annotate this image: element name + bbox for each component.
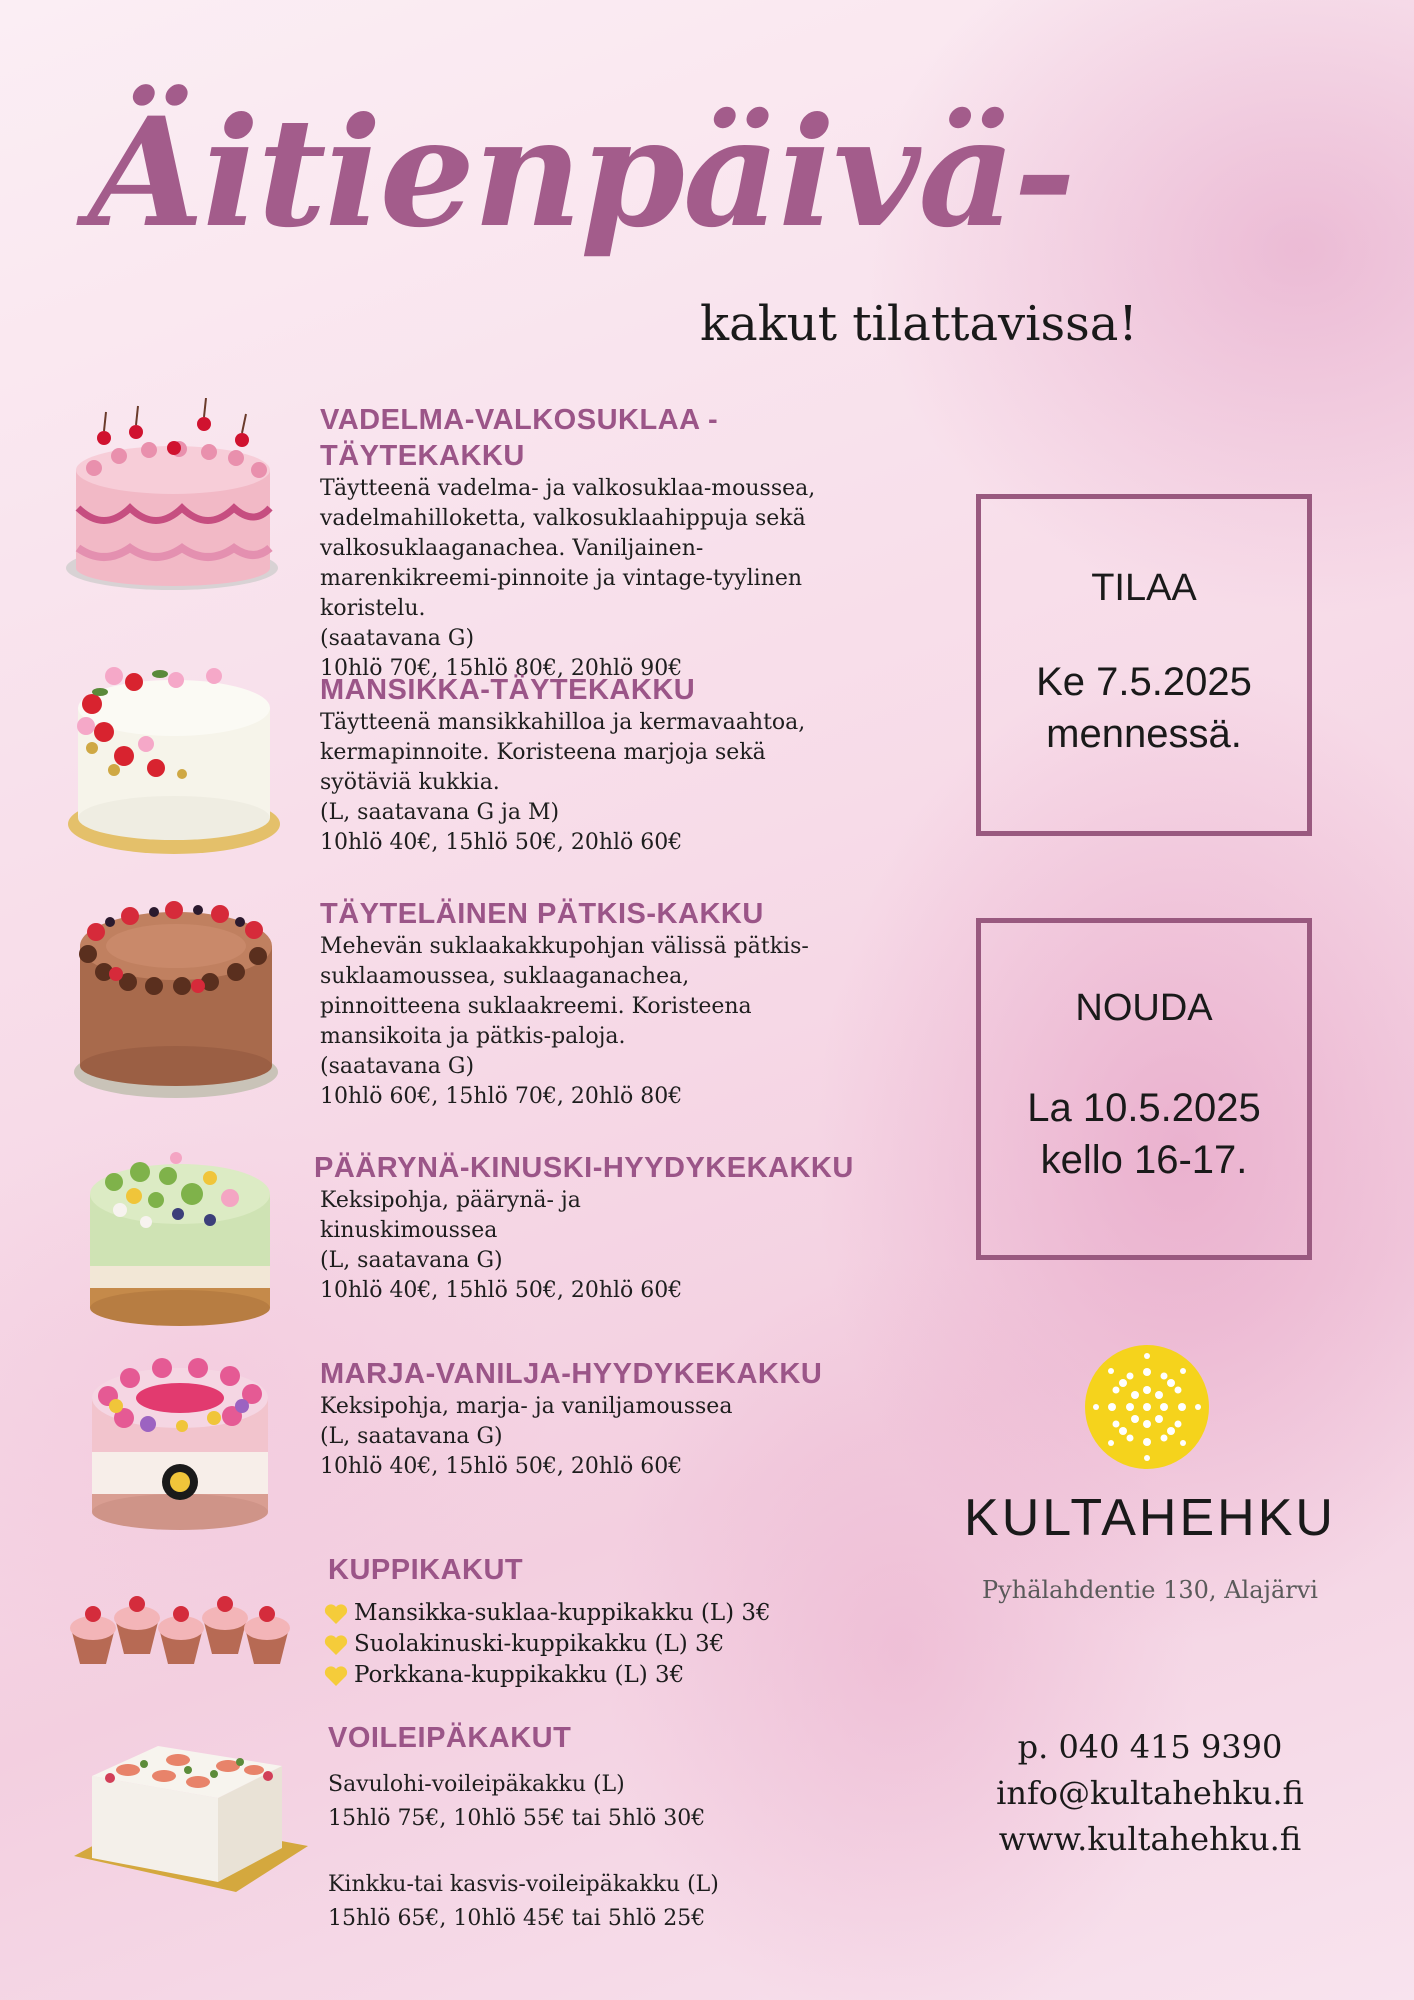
product-desc-line: Täytteenä mansikkahilloa ja kermavaahtoa, — [320, 710, 806, 735]
product-desc-line: suklaamoussea, suklaaganachea, — [320, 964, 690, 989]
sandwich-item-name: Kinkku-tai kasvis-voileipäkakku (L) — [328, 1872, 719, 1897]
product-price: 10hlö 70€, 15hlö 80€, 20hlö 90€ — [320, 656, 683, 681]
product-desc-line: kinuskimoussea — [320, 1218, 498, 1243]
product-desc-line: Keksipohja, päärynä- ja — [320, 1188, 581, 1213]
contact-email[interactable]: info@kultahehku.fi — [996, 1774, 1304, 1812]
list-item — [324, 1660, 771, 1691]
sandwich-item-price: 15hlö 65€, 10hlö 45€ tai 5hlö 25€ — [328, 1906, 706, 1931]
cake-image-paaryna — [80, 1138, 280, 1338]
product-desc-line: mansikoita ja pätkis-paloja. — [320, 1024, 626, 1049]
product-patkis — [320, 896, 920, 1112]
pickup-box — [976, 918, 1312, 1260]
product-desc-line: koristelu. — [320, 596, 426, 621]
pickup-date: La 10.5.2025 — [1027, 1086, 1261, 1130]
brand-name: KULTAHEHKU — [964, 1489, 1336, 1547]
product-name: MANSIKKA-TÄYTEKAKKU — [320, 674, 696, 706]
brand-address: Pyhälahdentie 130, Alajärvi — [982, 1576, 1318, 1604]
page-subtitle: kakut tilattavissa! — [700, 296, 1138, 352]
product-note: (L, saatavana G) — [320, 1424, 503, 1449]
cupcakes-heading: KUPPIKAKUT — [328, 1554, 524, 1586]
product-note: (L, saatavana G) — [320, 1248, 503, 1273]
product-desc-line: pinnoitteena suklaakreemi. Koristeena — [320, 994, 752, 1019]
order-date-suffix: mennessä. — [1046, 712, 1242, 756]
product-name: MARJA-VANILJA-HYYDYKEKAKKU — [320, 1358, 823, 1390]
product-desc-line: Täytteenä vadelma- ja valkosuklaa-moussea, — [320, 476, 816, 501]
product-desc-line: marenkikreemi-pinnoite ja vintage-tyylinen — [320, 566, 803, 591]
product-name: TÄYTELÄINEN PÄTKIS-KAKKU — [320, 898, 764, 930]
cupcake-item: Mansikka-suklaa-kuppikakku (L) 3€ — [354, 1600, 771, 1626]
product-note: (saatavana G) — [320, 1054, 475, 1079]
order-heading: TILAA — [1091, 567, 1197, 609]
page-title: Äitienpäivä- — [88, 85, 1074, 261]
product-desc-line: Keksipohja, marja- ja vaniljamoussea — [320, 1394, 733, 1419]
product-desc-line: kermapinnoite. Koristeena marjoja sekä — [320, 740, 766, 765]
product-paaryna — [314, 1150, 914, 1306]
product-name: VADELMA-VALKOSUKLAA -TÄYTEKAKKU — [320, 404, 719, 472]
contact-phone[interactable]: p. 040 415 9390 — [1017, 1728, 1283, 1766]
product-desc-line: valkosuklaaganachea. Vaniljainen- — [320, 536, 704, 561]
sun-logo-icon — [1082, 1342, 1212, 1472]
product-vadelma — [320, 402, 920, 684]
cake-image-mansikka — [64, 652, 284, 862]
pickup-time: kello 16-17. — [1040, 1138, 1248, 1182]
list-item — [324, 1598, 771, 1629]
sandwich-section — [328, 1720, 928, 1934]
product-note: (L, saatavana G ja M) — [320, 800, 560, 825]
cupcake-item: Suolakinuski-kuppikakku (L) 3€ — [354, 1631, 725, 1657]
brand-logo — [1082, 1342, 1212, 1476]
cupcake-item: Porkkana-kuppikakku (L) 3€ — [354, 1662, 685, 1688]
product-price: 10hlö 40€, 15hlö 50€, 20hlö 60€ — [320, 830, 683, 855]
list-item — [324, 1629, 771, 1660]
product-mansikka — [320, 672, 920, 858]
product-marja — [320, 1356, 920, 1482]
contact-website[interactable]: www.kultahehku.fi — [998, 1820, 1302, 1858]
cake-image-vadelma — [64, 398, 284, 598]
product-name: PÄÄRYNÄ-KINUSKI-HYYDYKEKAKKU — [314, 1152, 854, 1184]
sandwich-cake-image — [68, 1736, 308, 1896]
order-deadline-box — [976, 494, 1312, 836]
product-desc-line: syötäviä kukkia. — [320, 770, 500, 795]
product-note: (saatavana G) — [320, 626, 475, 651]
product-price: 10hlö 40€, 15hlö 50€, 20hlö 60€ — [320, 1454, 683, 1479]
cake-image-marja — [82, 1352, 282, 1552]
product-price: 10hlö 60€, 15hlö 70€, 20hlö 80€ — [320, 1084, 683, 1109]
product-price: 10hlö 40€, 15hlö 50€, 20hlö 60€ — [320, 1278, 683, 1303]
order-date: Ke 7.5.2025 — [1036, 660, 1252, 704]
sandwich-item-name: Savulohi-voileipäkakku (L) — [328, 1772, 625, 1797]
heart-icon — [324, 1603, 348, 1625]
cupcakes-list — [324, 1598, 771, 1691]
heart-icon — [324, 1665, 348, 1687]
product-desc-line: vadelmahilloketta, valkosuklaahippuja sekä — [320, 506, 806, 531]
cake-image-patkis — [70, 896, 280, 1106]
sandwich-heading: VOILEIPÄKAKUT — [328, 1722, 572, 1754]
pickup-heading: NOUDA — [1075, 987, 1213, 1029]
cupcakes-section — [328, 1552, 928, 1588]
product-desc-line: Mehevän suklaakakkupohjan välissä pätkis- — [320, 934, 809, 959]
heart-icon — [324, 1634, 348, 1656]
sandwich-item-price: 15hlö 75€, 10hlö 55€ tai 5hlö 30€ — [328, 1806, 706, 1831]
cupcakes-image — [66, 1584, 292, 1670]
